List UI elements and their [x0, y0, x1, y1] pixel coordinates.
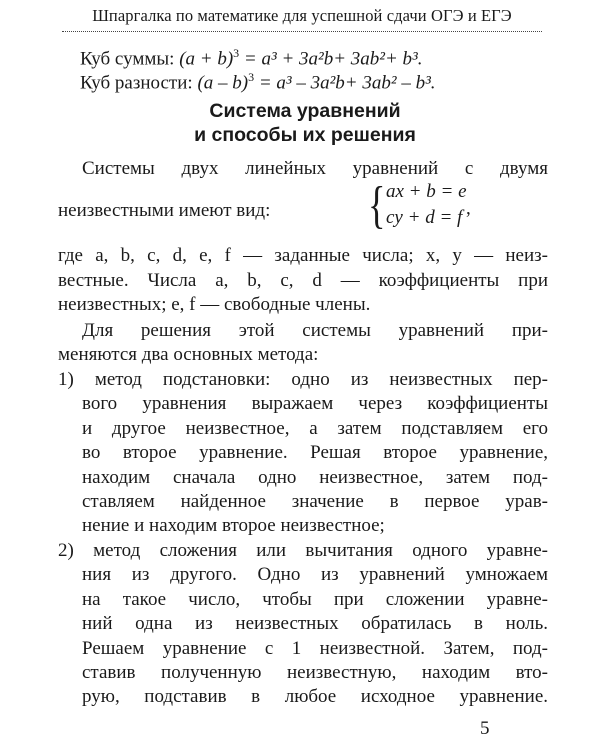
- left-brace: {: [368, 177, 386, 234]
- paragraph-2-line-1: Для решения этой системы уравнений при-: [82, 320, 548, 341]
- cube-sum-label: Куб суммы:: [80, 48, 180, 70]
- method-1-line-1: 1) метод подстановки: одно из неизвестных пер-: [58, 369, 548, 390]
- paragraph-1-line-2: вестные. Числа a, b, c, d — коэффициенты при: [58, 270, 548, 291]
- section-title-line2: и способы их решения: [194, 124, 416, 146]
- paragraph-2-line-2: меняются два основных метода:: [58, 344, 319, 365]
- cube-sum-formula: [80, 46, 423, 70]
- method-1-line-2: вого уравнения выражаем через коэффициенты: [82, 393, 548, 414]
- method-1-line-4: во второе уравнение. Решая второе уравнение,: [82, 442, 548, 463]
- cube-diff-label: Куб разности:: [80, 72, 198, 94]
- page-number: 5: [480, 718, 490, 739]
- header-divider: [62, 31, 542, 32]
- method-2-line-5: Решаем уравнение с 1 неизвестной. Затем, под-: [82, 638, 548, 659]
- method-1-line-3: и другое неизвестное, а затем подставляем его: [82, 418, 548, 439]
- cube-diff-rhs: = a³ – 3a²b+ 3ab² – b³.: [254, 72, 436, 94]
- cube-sum-exponent: 3: [233, 46, 240, 60]
- equation-2: cy + d = f: [386, 207, 463, 228]
- method-2-line-3: на такое число, чтобы при сложении уравне-: [82, 589, 548, 610]
- cube-sum-lhs: (a + b): [179, 48, 234, 70]
- cube-diff-formula: [80, 70, 436, 94]
- equation-system: [368, 178, 478, 234]
- method-1-line-6: ставляем найденное значение в первое урав-: [82, 491, 548, 512]
- method-2-line-7: рую, подставив в любое исходное уравнение.: [82, 686, 548, 707]
- method-1-line-5: находим сначала одно неизвестное, затем под-: [82, 467, 548, 488]
- section-title-line1: Система уравнений: [209, 100, 401, 122]
- method-2-line-6: ставив полученную неизвестную, находим вто-: [82, 662, 548, 683]
- method-1-line-7: нение и находим второе неизвестное;: [82, 515, 385, 536]
- paragraph-1-line-1: где a, b, c, d, e, f — заданные числа; x, y — неиз-: [58, 245, 548, 266]
- cube-diff-lhs: (a – b): [197, 72, 249, 94]
- method-2-line-4: ний одна из неизвестных обратилась в ноль.: [82, 613, 548, 634]
- intro-line-1: Системы двух линейных уравнений с двумя: [82, 158, 548, 179]
- running-header: Шпаргалка по математике для успешной сдачи ОГЭ и ЕГЭ: [92, 6, 512, 25]
- paragraph-1-line-3: неизвестных; e, f — свободные члены.: [58, 294, 371, 315]
- cube-sum-rhs: = a³ + 3a²b+ 3ab²+ b³.: [239, 48, 423, 70]
- intro-line-2: неизвестными имеют вид:: [58, 200, 271, 221]
- equation-1: ax + b = e: [386, 181, 467, 202]
- method-2-line-1: 2) метод сложения или вычитания одного уравне-: [58, 540, 548, 561]
- method-2-line-2: ния из другого. Одно из уравнений умножаем: [82, 564, 548, 585]
- cube-diff-exponent: 3: [248, 70, 255, 84]
- system-comma: ,: [466, 198, 471, 219]
